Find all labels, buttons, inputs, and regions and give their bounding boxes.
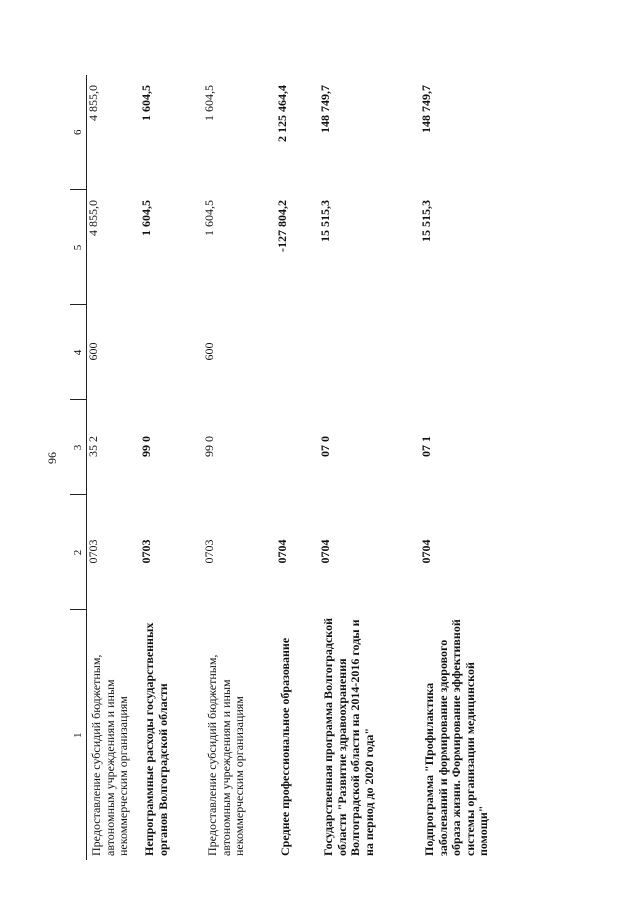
section-code: 0704: [275, 539, 289, 564]
section-code: 0704: [318, 539, 332, 564]
col-header-6: 6: [70, 75, 87, 190]
expense-kind: [420, 305, 503, 400]
table-row: [276, 75, 319, 860]
program-code: 99 0: [139, 436, 153, 457]
total-amount: 2 125 464,4: [275, 85, 289, 142]
program-code: 99 0: [202, 436, 216, 457]
expense-kind: [276, 305, 319, 400]
section-code: 0703: [139, 539, 153, 564]
row-description: Среднее профессиональное образование: [278, 637, 292, 856]
program-code: 07 1: [419, 436, 433, 457]
row-description: Государственная программа Волгоградской области "Развитие здравоохранения Волгоградской области на 2014-2016 годы и на период до 2020 года": [321, 618, 376, 856]
section-code: 0703: [86, 539, 100, 564]
row-description: Непрограммные расходы государственных органов Волгоградской области: [142, 622, 170, 856]
table-row: [140, 75, 203, 860]
col-header-1: 1: [70, 610, 87, 860]
col-header-2: 2: [70, 495, 87, 610]
expense-kind: 600: [86, 342, 100, 361]
table-row: [319, 75, 420, 860]
section-code: 0703: [202, 539, 216, 564]
program-code: 07 0: [318, 436, 332, 457]
total-amount: 4 855,0: [86, 85, 100, 121]
table-row: [203, 75, 276, 860]
change-amount: 1 604,5: [139, 200, 153, 236]
program-code: 35 2: [86, 436, 100, 457]
budget-table-rotated: [70, 75, 550, 860]
expense-kind: 600: [202, 342, 216, 361]
expense-kind: [140, 305, 203, 400]
table-row: [87, 75, 141, 860]
change-amount: 15 515,3: [419, 200, 433, 242]
col-header-3: 3: [70, 400, 87, 495]
header-row: [70, 75, 87, 860]
col-header-4: 4: [70, 305, 87, 400]
total-amount: 148 749,7: [318, 85, 332, 133]
change-amount: 4 855,0: [86, 200, 100, 236]
total-amount: 1 604,5: [139, 85, 153, 121]
row-description: Предоставление субсидий бюджетным, автономным учреждениям и иным некоммерческим организациям: [89, 654, 130, 856]
row-description: Предоставление субсидий бюджетным, автономным учреждениям и иным некоммерческим организациям: [205, 654, 246, 856]
total-amount: 148 749,7: [419, 85, 433, 133]
section-code: 0704: [419, 539, 433, 564]
table-row: [420, 75, 503, 860]
row-description: Подпрограмма "Профилактика заболеваний и формирование здорового образа жизни. Формирование эффективной системы организации медицинской помощи": [422, 619, 490, 856]
budget-table: [70, 75, 503, 860]
col-header-5: 5: [70, 190, 87, 305]
change-amount: 15 515,3: [318, 200, 332, 242]
change-amount: 1 604,5: [202, 200, 216, 236]
page-number: 96: [45, 452, 59, 464]
expense-kind: [319, 305, 420, 400]
total-amount: 1 604,5: [202, 85, 216, 121]
program-code: [276, 400, 319, 495]
change-amount: -127 804,2: [275, 200, 289, 252]
